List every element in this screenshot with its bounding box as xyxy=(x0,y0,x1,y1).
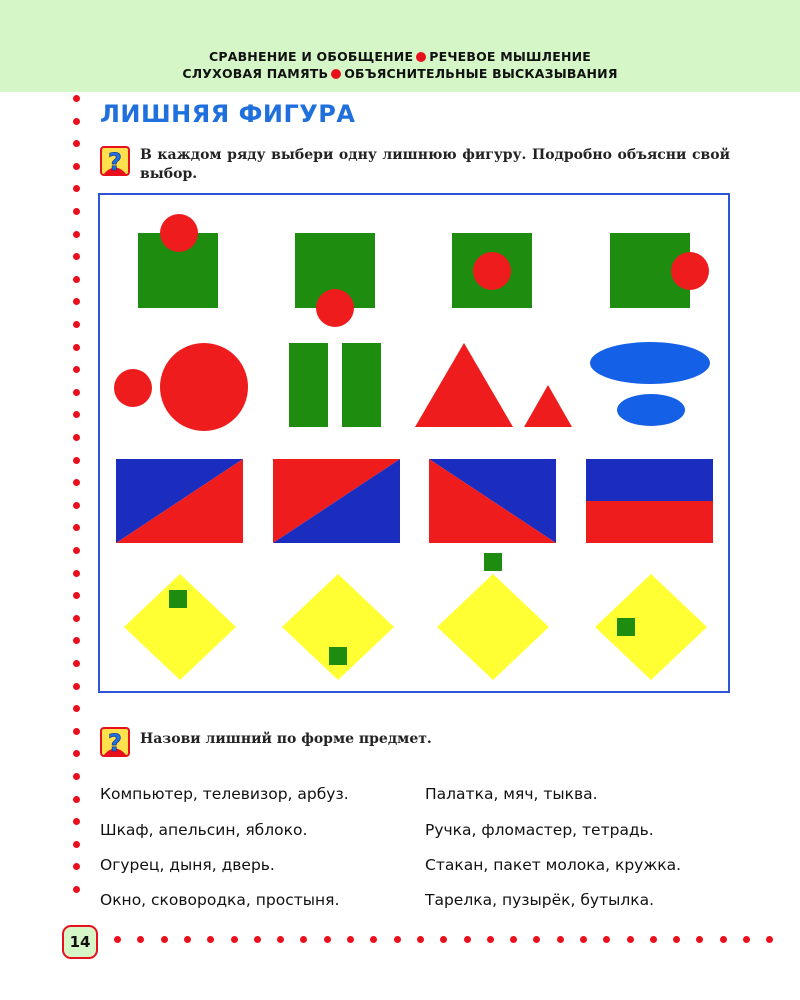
border-dot xyxy=(73,276,80,283)
header-skill-1: СРАВНЕНИЕ И ОБОБЩЕНИЕ xyxy=(208,49,414,64)
border-dot xyxy=(73,434,80,441)
border-dot xyxy=(73,95,80,102)
border-dot xyxy=(73,728,80,735)
task-instruction-2: Назови лишний по форме предмет. xyxy=(140,731,432,747)
word-list-item: Ручка, фломастер, тетрадь. xyxy=(425,821,654,839)
border-dot xyxy=(603,936,610,943)
border-dot xyxy=(533,936,540,943)
border-dot xyxy=(650,936,657,943)
border-dot xyxy=(73,118,80,125)
border-dot xyxy=(557,936,564,943)
border-dot xyxy=(114,936,121,943)
row3-rect4-blue xyxy=(586,459,713,501)
border-dot xyxy=(184,936,191,943)
border-dot xyxy=(161,936,168,943)
border-dot xyxy=(73,705,80,712)
header-skill-3: СЛУХОВАЯ ПАМЯТЬ xyxy=(182,66,329,81)
border-dot xyxy=(73,750,80,757)
border-dot xyxy=(73,366,80,373)
border-dot xyxy=(347,936,354,943)
shapes-panel xyxy=(98,193,730,693)
row2-small-triangle xyxy=(524,385,572,427)
row-2-pairs xyxy=(114,342,710,431)
task-instruction-1: В каждом ряду выбери одну лишнюю фигуру. Подробно объясни свой выбор. xyxy=(140,147,730,182)
border-dot xyxy=(73,140,80,147)
row1-circle-3 xyxy=(473,252,511,290)
border-dot xyxy=(73,479,80,486)
border-dot xyxy=(254,936,261,943)
border-dot xyxy=(207,936,214,943)
border-dot xyxy=(766,936,773,943)
header-line-1 xyxy=(0,49,800,64)
row4-square-2 xyxy=(329,647,347,665)
word-list-item: Стакан, пакет молока, кружка. xyxy=(425,856,682,874)
border-dot xyxy=(73,570,80,577)
row1-circle-4 xyxy=(671,252,709,290)
word-list-item: Палатка, мяч, тыква. xyxy=(425,785,598,803)
border-dot xyxy=(73,818,80,825)
row2-small-circle xyxy=(114,369,152,407)
row2-rectangle-2 xyxy=(342,343,381,427)
row4-diamond-4 xyxy=(595,574,707,680)
question-icon xyxy=(100,146,130,176)
row-4-diamonds xyxy=(124,553,707,680)
border-dot xyxy=(696,936,703,943)
border-dot xyxy=(394,936,401,943)
border-dot xyxy=(73,389,80,396)
word-list-item: Компьютер, телевизор, арбуз. xyxy=(100,785,349,803)
header-skill-4: ОБЪЯСНИТЕЛЬНЫЕ ВЫСКАЗЫВАНИЯ xyxy=(344,66,618,81)
border-dot xyxy=(73,457,80,464)
border-dot xyxy=(73,637,80,644)
row4-diamond-1 xyxy=(124,574,236,680)
border-dot xyxy=(73,660,80,667)
border-dot xyxy=(73,411,80,418)
border-dot xyxy=(277,936,284,943)
border-dot xyxy=(487,936,494,943)
border-dot xyxy=(73,841,80,848)
border-dot xyxy=(440,936,447,943)
word-list-item: Шкаф, апельсин, яблоко. xyxy=(100,821,308,839)
row4-square-1 xyxy=(169,590,187,608)
word-list-item: Окно, сковородка, простыня. xyxy=(100,891,340,909)
border-dot xyxy=(231,936,238,943)
border-dot xyxy=(73,344,80,351)
row1-circle-1 xyxy=(160,214,198,252)
border-dot xyxy=(73,524,80,531)
border-dot xyxy=(370,936,377,943)
page-number: 14 xyxy=(62,925,98,959)
bullet-dot-icon xyxy=(416,52,426,62)
border-dot xyxy=(510,936,517,943)
border-dot xyxy=(73,185,80,192)
row3-rect4-red xyxy=(586,501,713,543)
page-title: ЛИШНЯЯ ФИГУРА xyxy=(100,100,356,128)
border-dot xyxy=(73,796,80,803)
border-dot xyxy=(73,615,80,622)
row-1-squares-circles xyxy=(138,214,709,327)
border-dot xyxy=(73,321,80,328)
row2-rectangle-1 xyxy=(289,343,328,427)
border-dot xyxy=(673,936,680,943)
row2-large-circle xyxy=(160,343,248,431)
border-dot xyxy=(73,886,80,893)
border-dot xyxy=(73,547,80,554)
row4-square-3 xyxy=(484,553,502,571)
row2-small-ellipse xyxy=(617,394,685,426)
border-dot xyxy=(73,208,80,215)
border-dot xyxy=(73,253,80,260)
header-line-2 xyxy=(0,66,800,81)
row4-diamond-3 xyxy=(437,574,549,680)
shapes-canvas xyxy=(100,195,728,691)
row1-circle-2 xyxy=(316,289,354,327)
border-dot xyxy=(73,592,80,599)
svg-text:?: ? xyxy=(108,148,122,176)
svg-text:?: ? xyxy=(108,729,122,757)
row4-square-4 xyxy=(617,618,635,636)
border-dot xyxy=(73,163,80,170)
word-list-item: Тарелка, пузырёк, бутылка. xyxy=(425,891,655,909)
word-list-item: Огурец, дыня, дверь. xyxy=(100,856,275,874)
row-3-split-rectangles xyxy=(116,459,713,543)
question-icon xyxy=(100,727,130,757)
border-dot xyxy=(73,773,80,780)
border-dot xyxy=(720,936,727,943)
border-dot xyxy=(300,936,307,943)
border-dot xyxy=(324,936,331,943)
bullet-dot-icon xyxy=(331,69,341,79)
border-dot xyxy=(73,231,80,238)
border-dot xyxy=(743,936,750,943)
border-dot xyxy=(73,863,80,870)
border-dot xyxy=(137,936,144,943)
border-dot xyxy=(580,936,587,943)
header-band xyxy=(0,0,800,92)
border-dot xyxy=(417,936,424,943)
border-dot xyxy=(73,298,80,305)
header-skill-2: РЕЧЕВОЕ МЫШЛЕНИЕ xyxy=(429,49,592,64)
border-dot xyxy=(73,502,80,509)
border-dot xyxy=(464,936,471,943)
border-dot xyxy=(627,936,634,943)
row2-large-triangle xyxy=(415,343,513,427)
border-dot xyxy=(73,683,80,690)
row2-large-ellipse xyxy=(590,342,710,384)
